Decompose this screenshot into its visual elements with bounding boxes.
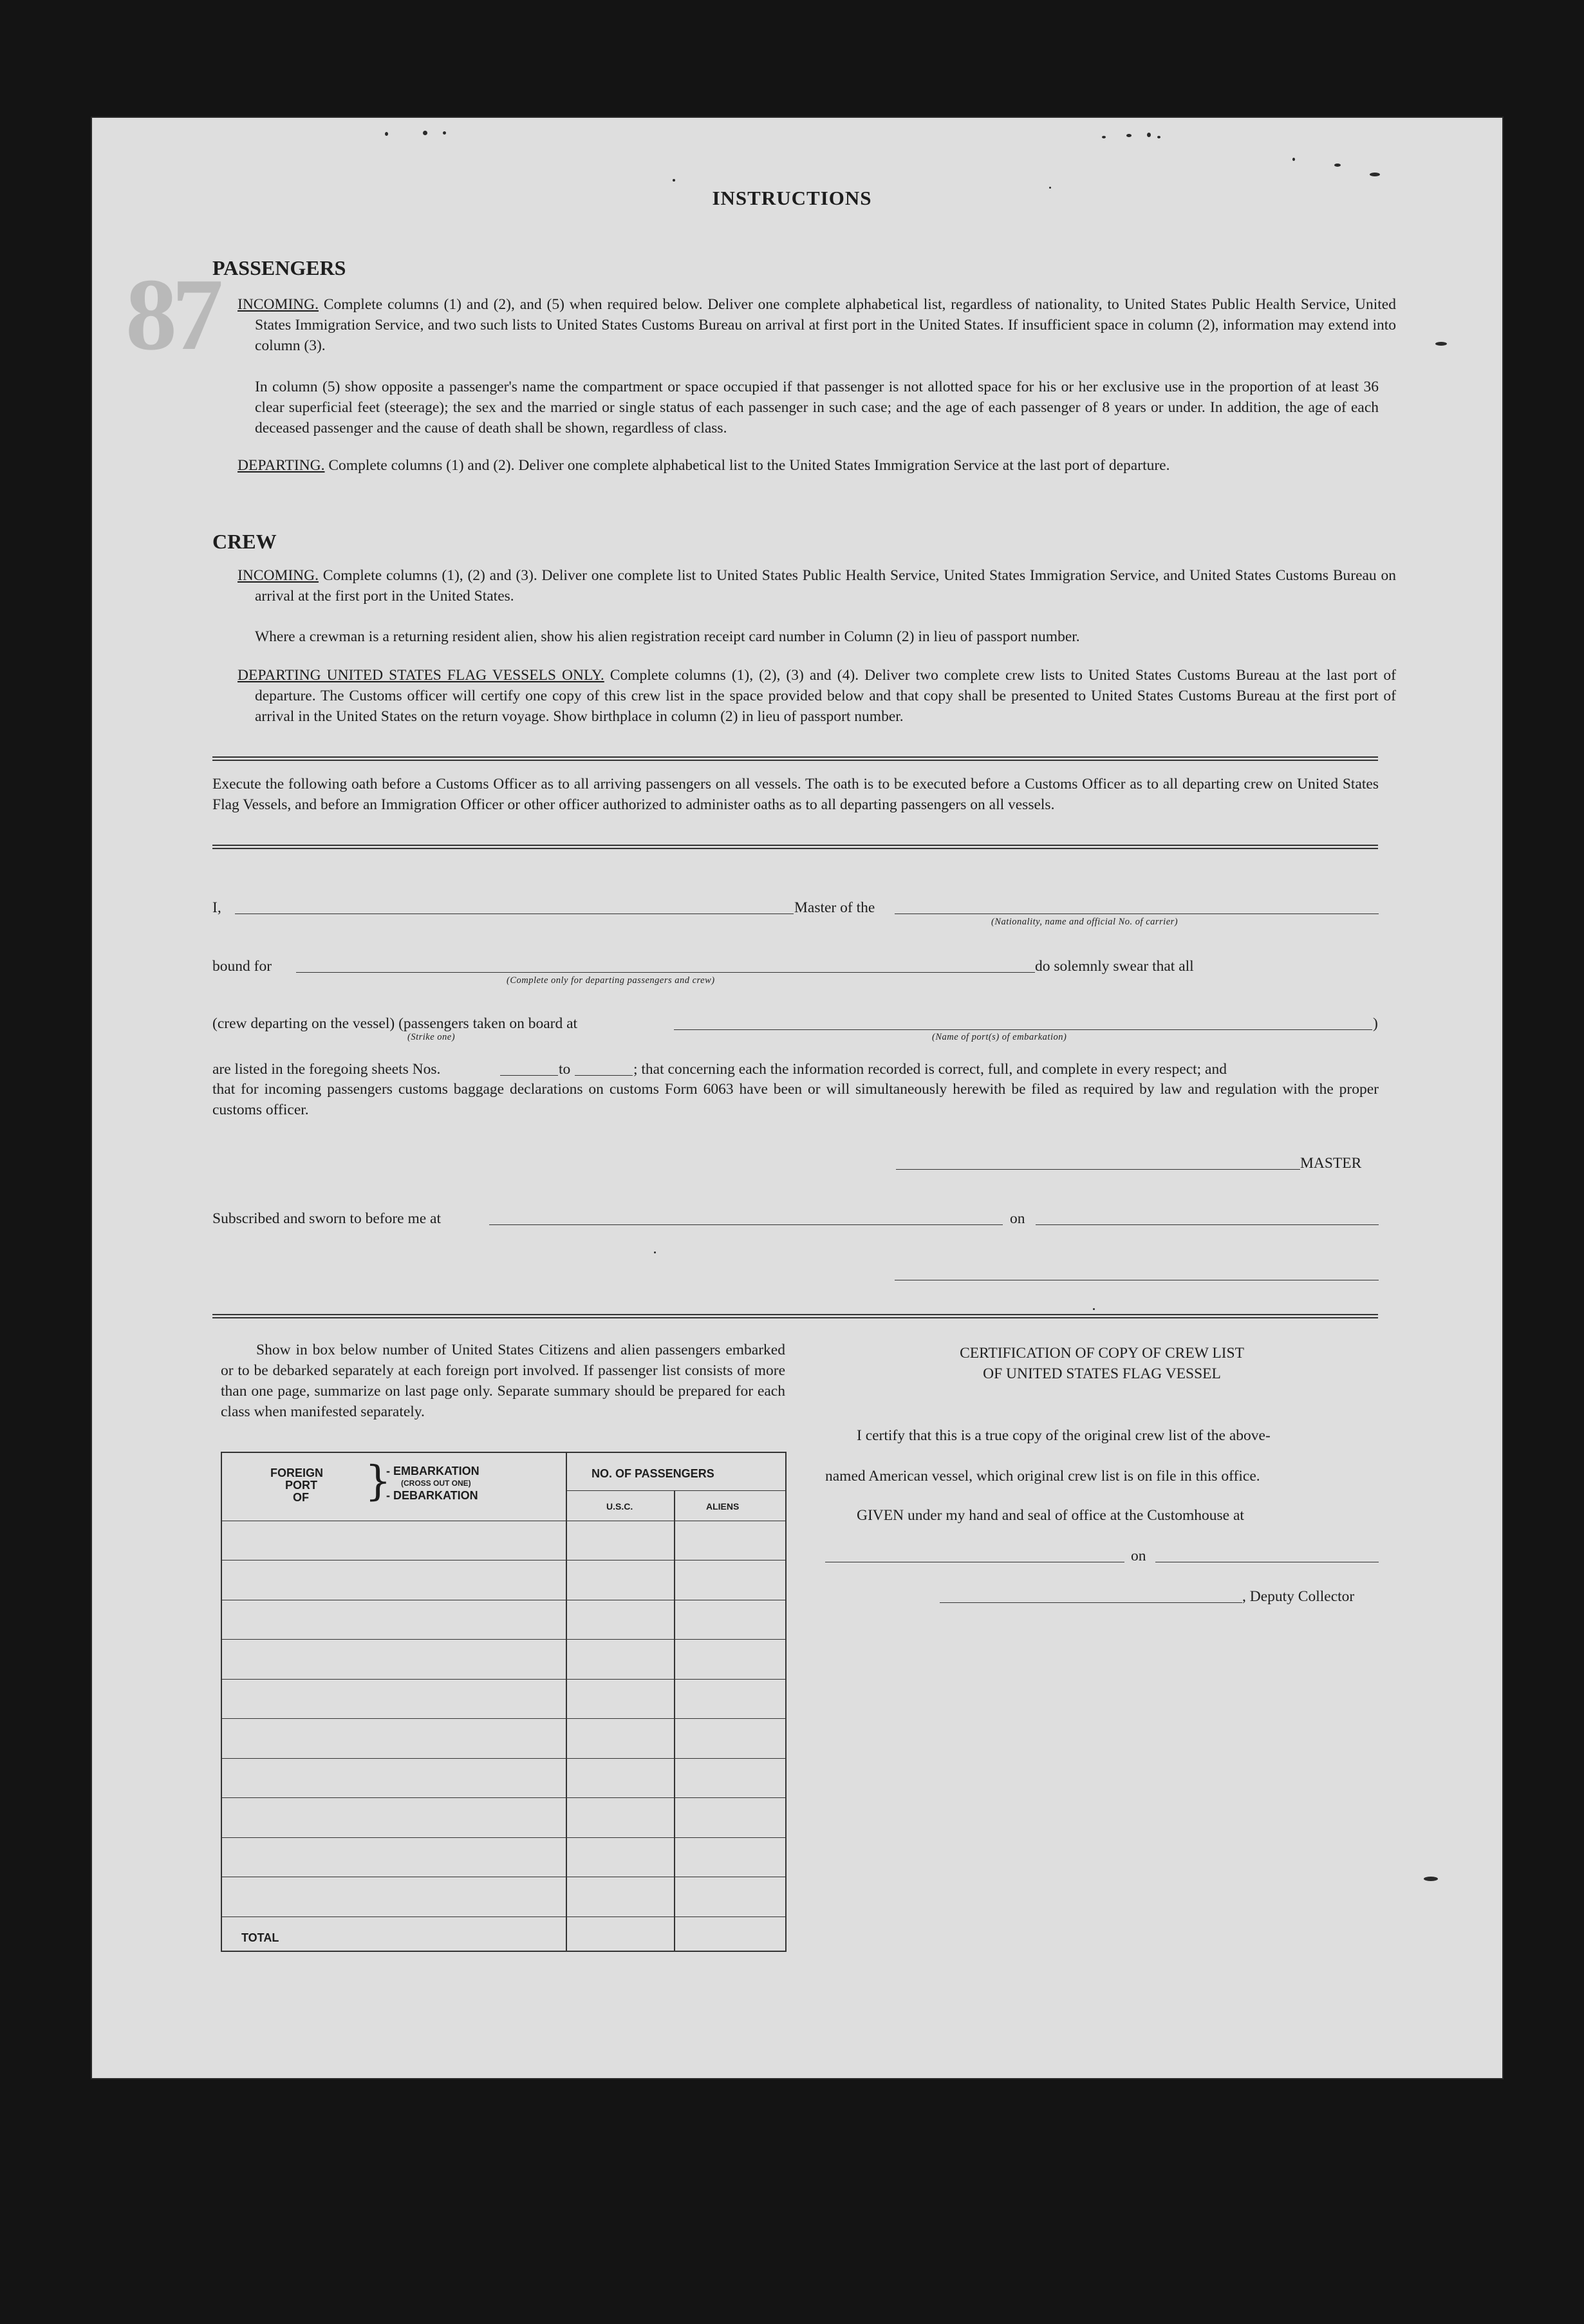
certification-on-text: on xyxy=(1131,1548,1146,1564)
deputy-collector-signature-line[interactable] xyxy=(940,1602,1242,1603)
passengers-departing-paragraph xyxy=(238,455,1396,476)
section-divider xyxy=(212,1314,1378,1318)
passengers-departing-text: Complete columns (1) and (2). Deliver one complete alphabetical list to the United States Immigration Service at the last port of departure. xyxy=(324,457,1170,474)
cross-out-note: (CROSS OUT ONE) xyxy=(401,1479,471,1488)
table-row xyxy=(222,1679,785,1680)
embarkation-header: - EMBARKATION xyxy=(386,1465,480,1477)
sworn-on-text: on xyxy=(1010,1210,1025,1227)
listed-correct-text: ; that concerning each the information recorded is correct, full, and complete in every respect; and xyxy=(633,1061,1227,1078)
port-caption: (Name of port(s) of embarkation) xyxy=(932,1032,1067,1042)
bound-for-label: bound for xyxy=(212,958,272,975)
crew-heading: CREW xyxy=(212,530,277,553)
passengers-column5-paragraph: In column (5) show opposite a passenger's name the compartment or space occupied if that passenger is not allotted space for his or her exclusive use in the proportion of at least 36 clear superficial feet (steerage); the sex and the married or single status of each passenger in such case; and the age of each passenger of 8 years or under. In addition, the age of each deceased passenger and the cause of death shall be shown, regardless of class. xyxy=(255,379,1379,436)
master-signature-line[interactable] xyxy=(896,1169,1300,1170)
passengers-incoming-label: INCOMING. xyxy=(238,296,319,313)
certification-line1: I certify that this is a true copy of the original crew list of the above- xyxy=(857,1427,1271,1444)
table-row xyxy=(222,1639,785,1640)
sworn-location-line[interactable] xyxy=(489,1224,1003,1225)
section-divider xyxy=(212,845,1378,849)
crew-departing-paragraph xyxy=(238,665,1396,727)
debarkation-header: - DEBARKATION xyxy=(386,1489,478,1502)
oath-i-label: I, xyxy=(212,899,221,916)
crew-resident-paragraph: Where a crewman is a returning resident alien, show his alien registration receipt card number in Column (2) in lieu of passport number. xyxy=(255,628,1080,645)
sheet-to-field-line[interactable] xyxy=(575,1075,633,1076)
listed-sheets-text: are listed in the foregoing sheets Nos. xyxy=(212,1061,441,1078)
crew-incoming-paragraph xyxy=(238,565,1396,606)
oath-instruction: Execute the following oath before a Customs Officer as to all arriving passengers on all vessels. The oath is to be executed before a Customs Officer as to all departing crew on United States Flag Vessels, and before an Immigration Officer or other officer authorized to administer oaths as to all departing passengers on all vessels. xyxy=(212,776,1379,813)
usc-header: U.S.C. xyxy=(606,1501,633,1512)
foreign-header: FOREIGN xyxy=(270,1467,324,1479)
bound-for-field-line[interactable] xyxy=(296,972,1035,973)
subscribed-text: Subscribed and sworn to before me at xyxy=(212,1210,442,1227)
strike-one-caption: (Strike one) xyxy=(407,1032,456,1042)
close-paren: ) xyxy=(1373,1015,1378,1032)
brace-glyph: } xyxy=(365,1457,391,1505)
master-of-the-label: Master of the xyxy=(794,899,875,916)
certification-line2: named American vessel, which original crew list is on file in this office. xyxy=(825,1468,1260,1485)
baggage-declaration-text: that for incoming passengers customs baggage declarations on customs Form 6063 have been or will simultaneously herewith be filed as required by law and regulation with the proper customs officer. xyxy=(212,1081,1379,1118)
listed-to-text: to xyxy=(559,1061,571,1078)
table-total-row xyxy=(222,1916,785,1917)
passengers-incoming-text: Complete columns (1) and (2), and (5) when required below. Deliver one complete alphabetical list, regardless of nationality, to United States Public Health Service, United States Immigration Service, and two such lists to United States Customs Bureau on arrival at first port in the United States. If insufficient space in column (2), information may extend into column (3). xyxy=(255,296,1396,354)
table-row xyxy=(222,1718,785,1719)
table-header-divider xyxy=(566,1490,785,1491)
port-header: PORT xyxy=(285,1479,318,1492)
aliens-header: ALIENS xyxy=(706,1501,740,1512)
no-of-passengers-header: NO. OF PASSENGERS xyxy=(592,1467,714,1480)
certification-title-line2: OF UNITED STATES FLAG VESSEL xyxy=(983,1365,1221,1382)
of-header: OF xyxy=(293,1491,309,1504)
crew-departing-label: DEPARTING UNITED STATES FLAG VESSELS ONLY. xyxy=(238,667,604,684)
summary-instruction: Show in box below number of United States Citizens and alien passengers embarked or to be debarked separately at each foreign port involved. If passenger list consists of more than one page, summarize on last page only. Separate summary should be prepared for each class when manifested separately. xyxy=(221,1342,785,1420)
table-row xyxy=(222,1758,785,1759)
ink-stamp-number: 87 xyxy=(126,257,218,371)
certification-line3: GIVEN under my hand and seal of office at the Customhouse at xyxy=(857,1507,1244,1524)
table-row xyxy=(222,1797,785,1798)
passengers-heading: PASSENGERS xyxy=(212,256,346,279)
crew-departing-text: (crew departing on the vessel) (passengers taken on board at xyxy=(212,1015,578,1032)
sworn-date-line[interactable] xyxy=(1036,1224,1379,1225)
total-label: TOTAL xyxy=(241,1931,279,1944)
section-divider xyxy=(212,756,1378,761)
passengers-incoming-paragraph xyxy=(238,294,1396,356)
crew-incoming-label: INCOMING. xyxy=(238,567,319,584)
complete-only-caption: (Complete only for departing passengers and crew) xyxy=(507,975,715,986)
passenger-summary-table xyxy=(221,1452,787,1952)
port-field-line[interactable] xyxy=(674,1029,1372,1030)
sheet-from-field-line[interactable] xyxy=(500,1075,558,1076)
solemnly-swear-text: do solemnly swear that all xyxy=(1035,958,1194,975)
table-row xyxy=(222,1837,785,1838)
certification-title-line1: CERTIFICATION OF COPY OF CREW LIST xyxy=(960,1345,1244,1362)
master-label: MASTER xyxy=(1300,1155,1362,1172)
nationality-caption: (Nationality, name and official No. of carrier) xyxy=(991,917,1179,927)
crew-departing-text: Complete columns (1), (2), (3) and (4). Deliver two complete crew lists to United States Customs Bureau at the last port of departure. The Customs officer will certify one copy of this crew list in the space provided below and that copy shall be presented to United States Customs Bureau at the first port of arrival in the United States on the return voyage. Show birthplace in column (2) in lieu of passport number. xyxy=(255,667,1396,725)
passengers-departing-label: DEPARTING. xyxy=(238,457,325,474)
page-title: INSTRUCTIONS xyxy=(712,187,872,209)
deputy-collector-label: , Deputy Collector xyxy=(1242,1588,1355,1605)
crew-incoming-text: Complete columns (1), (2) and (3). Deliver one complete list to United States Public Health Service, United States Immigration Service, and United States Customs Bureau on arrival at the first port in the United States. xyxy=(255,567,1396,604)
